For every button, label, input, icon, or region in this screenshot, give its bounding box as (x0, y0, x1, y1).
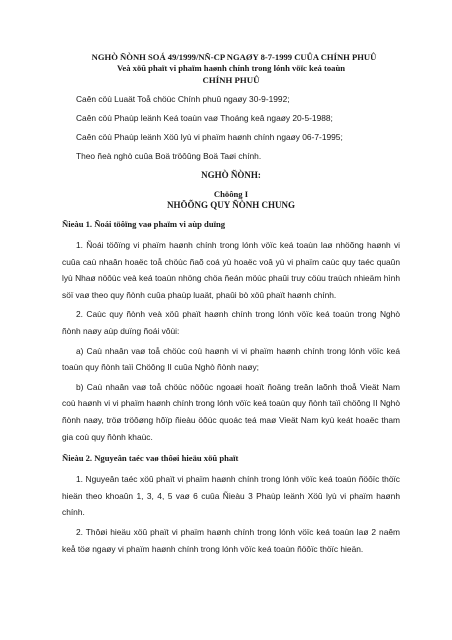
basis-line: Caên cöù Luaät Toå chöùc Chính phuû ngaøy 30-9-1992; (76, 94, 290, 104)
article-1 (62, 219, 400, 445)
basis-line: Caên cöù Phaùp leänh Keá toaùn vaø Thoáng keâ ngaøy 20-5-1988; (76, 113, 333, 123)
paragraph: a) Caù nhaân vaø toå chöùc coù haønh vi vi phaïm haønh chính trong lónh vöïc keá toaùn quy ñònh taïi Chöông II cuûa Nghò ñònh naøy; (62, 345, 400, 373)
legal-basis (62, 94, 400, 161)
paragraph: 1. Ñoái töôïng vi phaïm haønh chính trong lónh vöïc keá toaùn laø nhöõng haønh vi cuûa caù nhaân hoaëc toå chöùc ñaõ coá yù hoaëc voâ yù vi phaïm caùc quy taéc quaûn lyù Nhaø nöôùc veà keá toaùn nhöng chöa ñeán möùc phaûi truy cöùu traùch nhieäm hình söï vaø theo quy ñònh cuûa phaùp luaät, phaûi bò xöû phaït haønh chính. (62, 240, 400, 300)
paragraph: 2. Caùc quy ñònh veà xöû phaït haønh chính trong lónh vöïc keá toaùn trong Nghò ñònh naøy aùp duïng ñoái vôùi: (62, 309, 400, 336)
chapter-name: NHÖÕNG QUY ÑÒNH CHUNG (167, 200, 295, 210)
basis-line: Caên cöù Phaùp leänh Xöû lyù vi phaïm haønh chính ngaøy 06-7-1995; (76, 132, 343, 142)
paragraph: 1. Nguyeân taéc xöû phaït vi phaïm haønh chính trong lónh vöïc keá toaùn ñöôïc thöïc hieän theo khoaûn 1, 3, 4, 5 vaø 6 cuûa Ñieàu 3 Phaùp leänh Xöû lyù vi phaïm haønh chính. (62, 474, 400, 518)
paragraph: 2. Thôøi hieäu xöû phaït vi phaïm haønh chính trong lónh vöïc keá toaùn laø 2 naêm keå töø ngaøy vi phaïm haønh chính trong lónh vöïc keá toaùn ñöôïc thöïc hieän. (62, 526, 400, 554)
article-title: Ñieàu 1. Ñoái töôïng vaø phaïm vi aùp duïng (62, 219, 226, 229)
issuing-body: CHÍNH PHUÛ (202, 75, 260, 85)
chapter-number: Chöông I (213, 189, 249, 199)
article-title: Ñieàu 2. Nguyeân taéc vaø thôøi hieäu xöû phaït (62, 453, 239, 464)
decree-subject: Veà xöû phaït vi phaïm haønh chính trong lónh vöïc keá toaùn (116, 63, 346, 73)
decree-heading: NGHÒ ÑÒNH: (201, 170, 261, 180)
basis-line: Theo ñeà nghò cuûa Boä tröôûng Boä Taøi chính. (76, 151, 262, 161)
paragraph: b) Caù nhaân vaø toå chöùc nöôùc ngoaøi hoaït ñoäng treân laõnh thoå Vieät Nam coù haønh vi vi phaïm haønh chính trong lónh vöïc keá toaùn quy ñònh taïi chöông II Nghò ñònh naøy, tröø tröôøng hôïp ñieàu öôùc quoác teá maø Vieät Nam kyù keát hoaëc tham gia coù quy ñònh khaùc. (62, 381, 400, 442)
decree-title: NGHÒ ÑÒNH SOÁ 49/1999/NÑ-CP NGAØY 8-7-1999 CUÛA CHÍNH PHUÛ (91, 52, 377, 62)
article-2 (62, 453, 400, 557)
